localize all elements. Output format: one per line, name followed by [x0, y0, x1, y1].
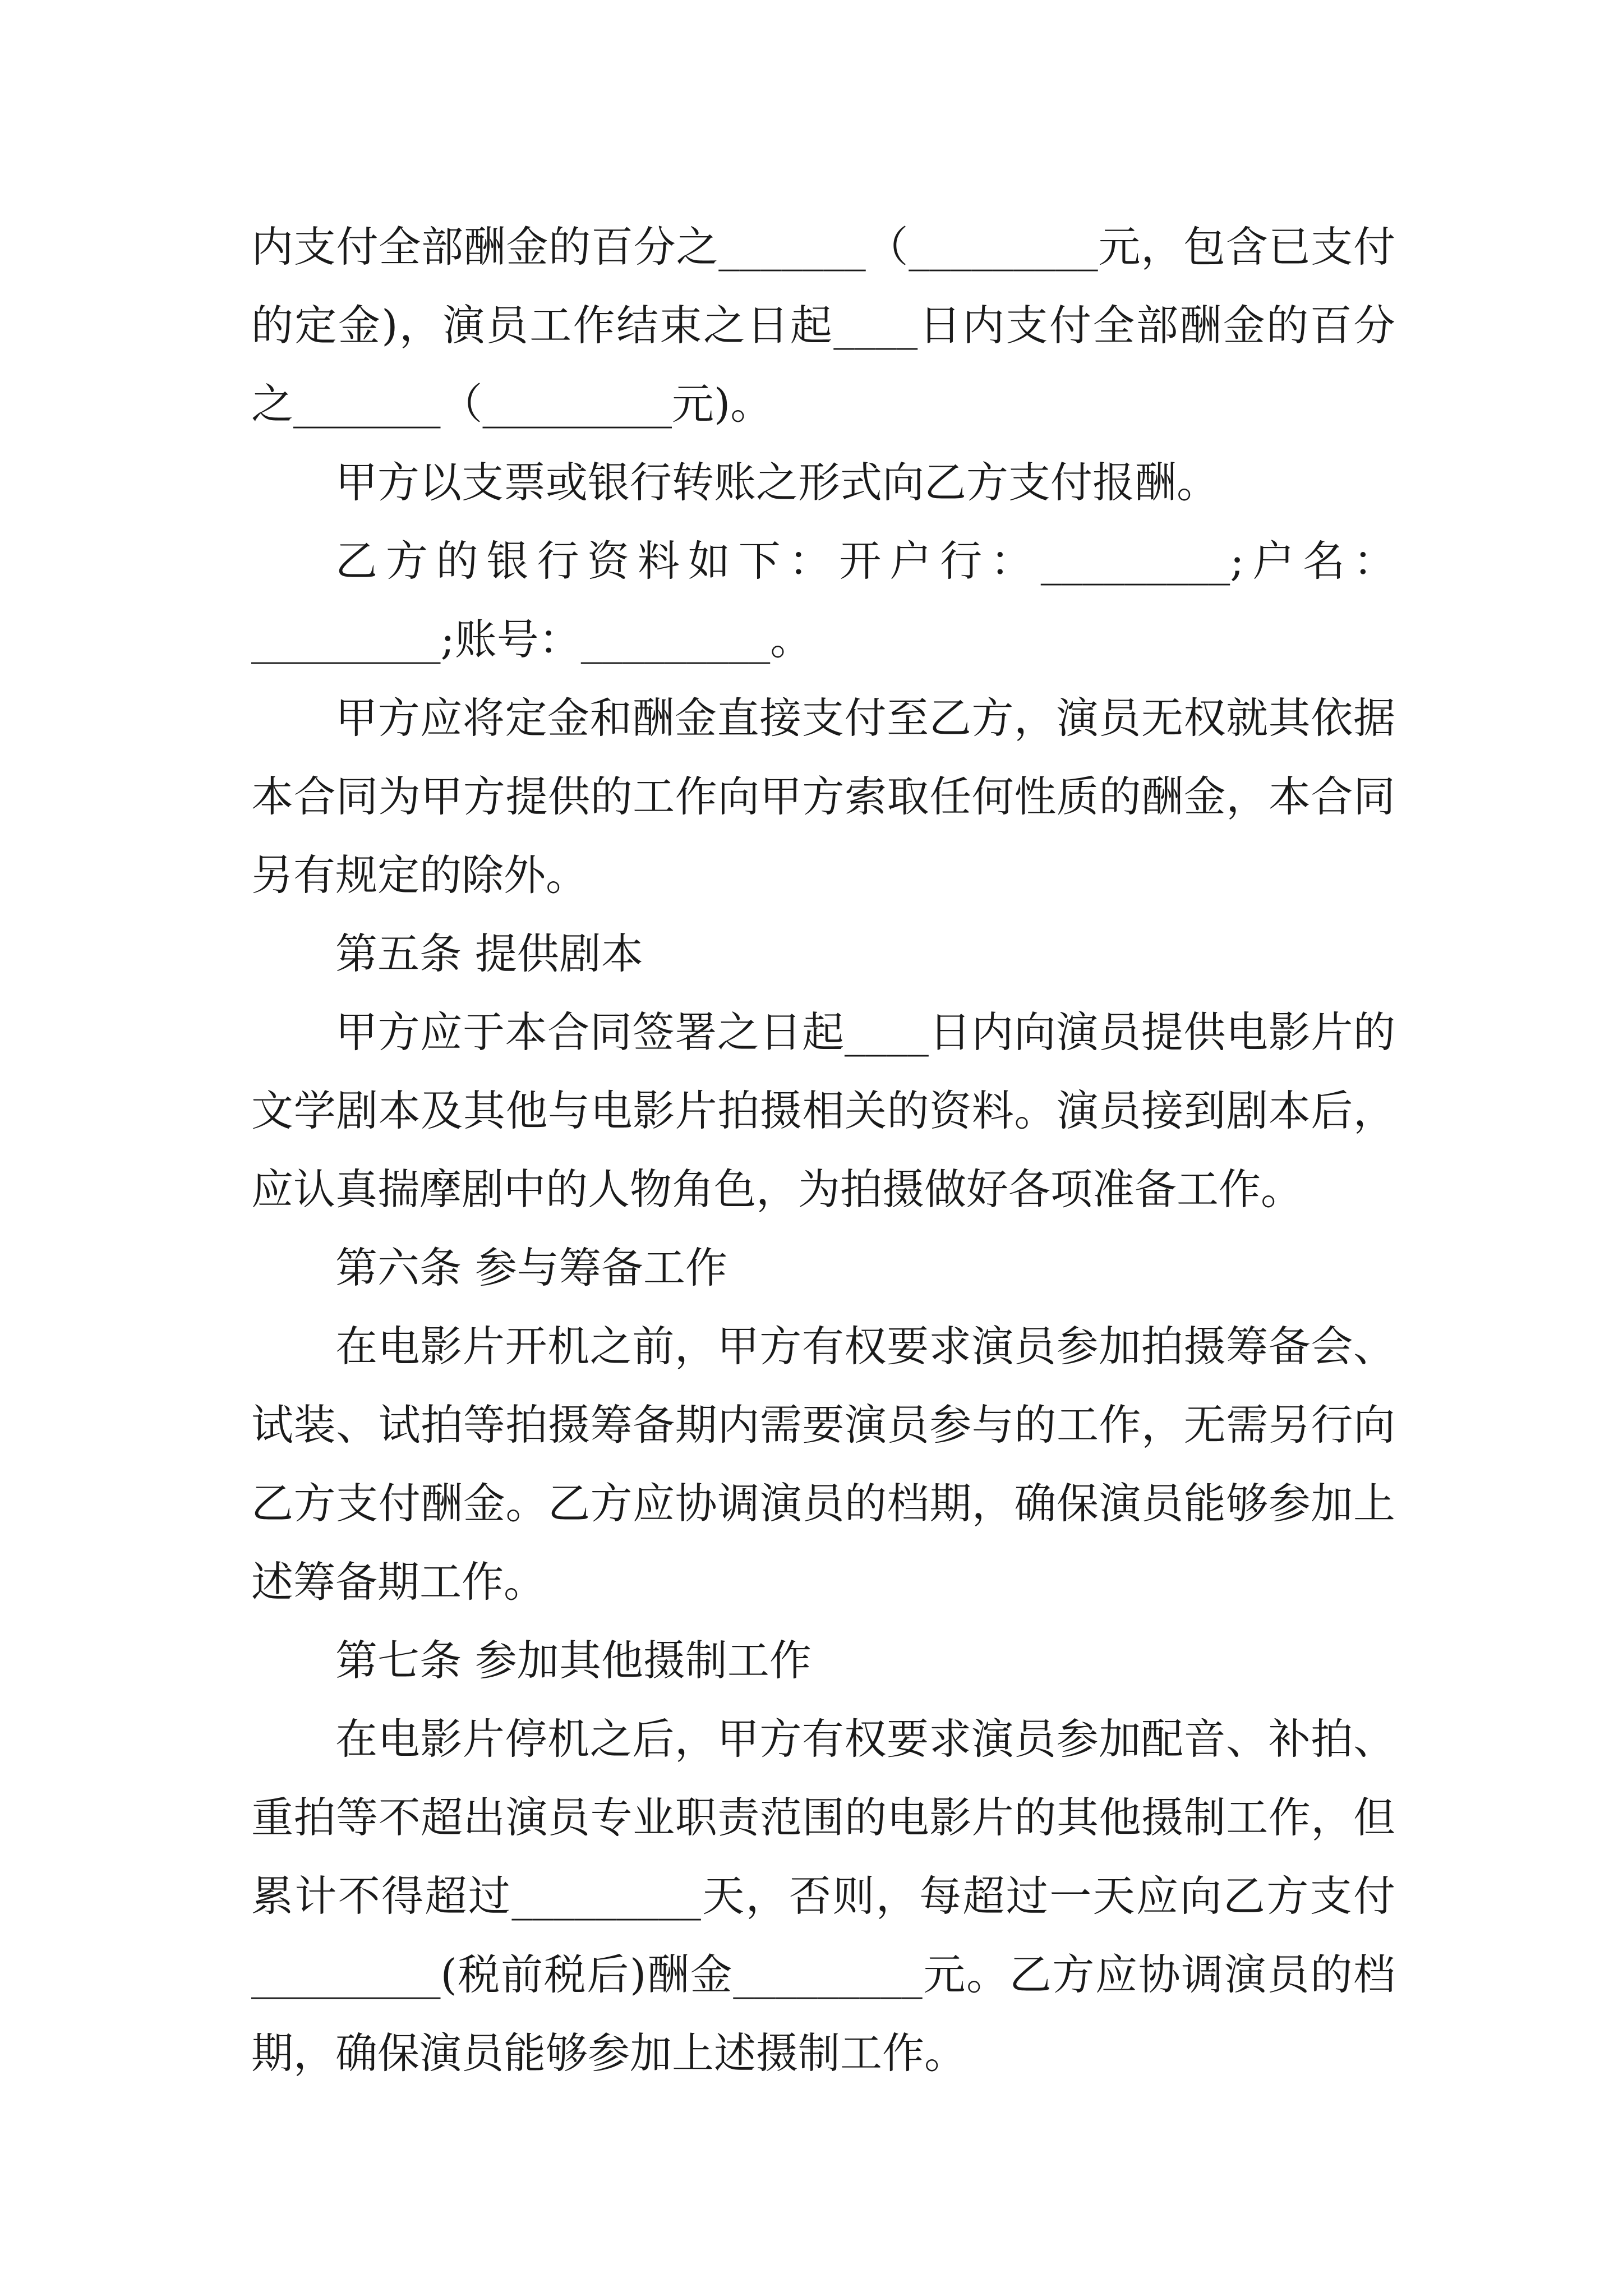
paragraph-payment-continuation: 内支付全部酬金的百分之_______（_________元，包含已支付的定金)，演员工作结束之日起____日内支付全部酬金的百分之_______（_________元)。 — [251, 222, 1395, 429]
article-5-heading: 第五条 提供剧本 — [335, 929, 643, 978]
article-6-heading: 第六条 参与筹备工作 — [335, 1243, 727, 1292]
paragraph-bank-info: 乙方的银行资料如下：开户行：_________;户名：_________;账号：_________。 — [251, 536, 1395, 664]
article-7-heading: 第七条 参加其他摄制工作 — [335, 1636, 811, 1685]
paragraph-direct-payment: 甲方应将定金和酬金直接支付至乙方，演员无权就其依据本合同为甲方提供的工作向甲方索取任何性质的酬金，本合同另有规定的除外。 — [251, 693, 1395, 900]
paragraph-payment-method: 甲方以支票或银行转账之形式向乙方支付报酬。 — [335, 458, 1219, 507]
paragraph-article-7: 在电影片停机之后，甲方有权要求演员参加配音、补拍、重拍等不超出演员专业职责范围的电影片的其他摄制工作，但累计不得超过_________天，否则，每超过一天应向乙方支付_________(税前税后)酬金_________元。乙方应协调演员的档期，确保演员能够参加上述摄制工作。 — [251, 1714, 1395, 2078]
document-body — [251, 208, 1395, 2092]
paragraph-article-5: 甲方应于本合同签署之日起____日内向演员提供电影片的文学剧本及其他与电影片拍摄相关的资料。演员接到剧本后，应认真揣摩剧中的人物角色，为拍摄做好各项准备工作。 — [251, 1007, 1395, 1214]
paragraph-article-6: 在电影片开机之前，甲方有权要求演员参加拍摄筹备会、试装、试拍等拍摄筹备期内需要演员参与的工作，无需另行向乙方支付酬金。乙方应协调演员的档期，确保演员能够参加上述筹备期工作。 — [251, 1322, 1395, 1607]
